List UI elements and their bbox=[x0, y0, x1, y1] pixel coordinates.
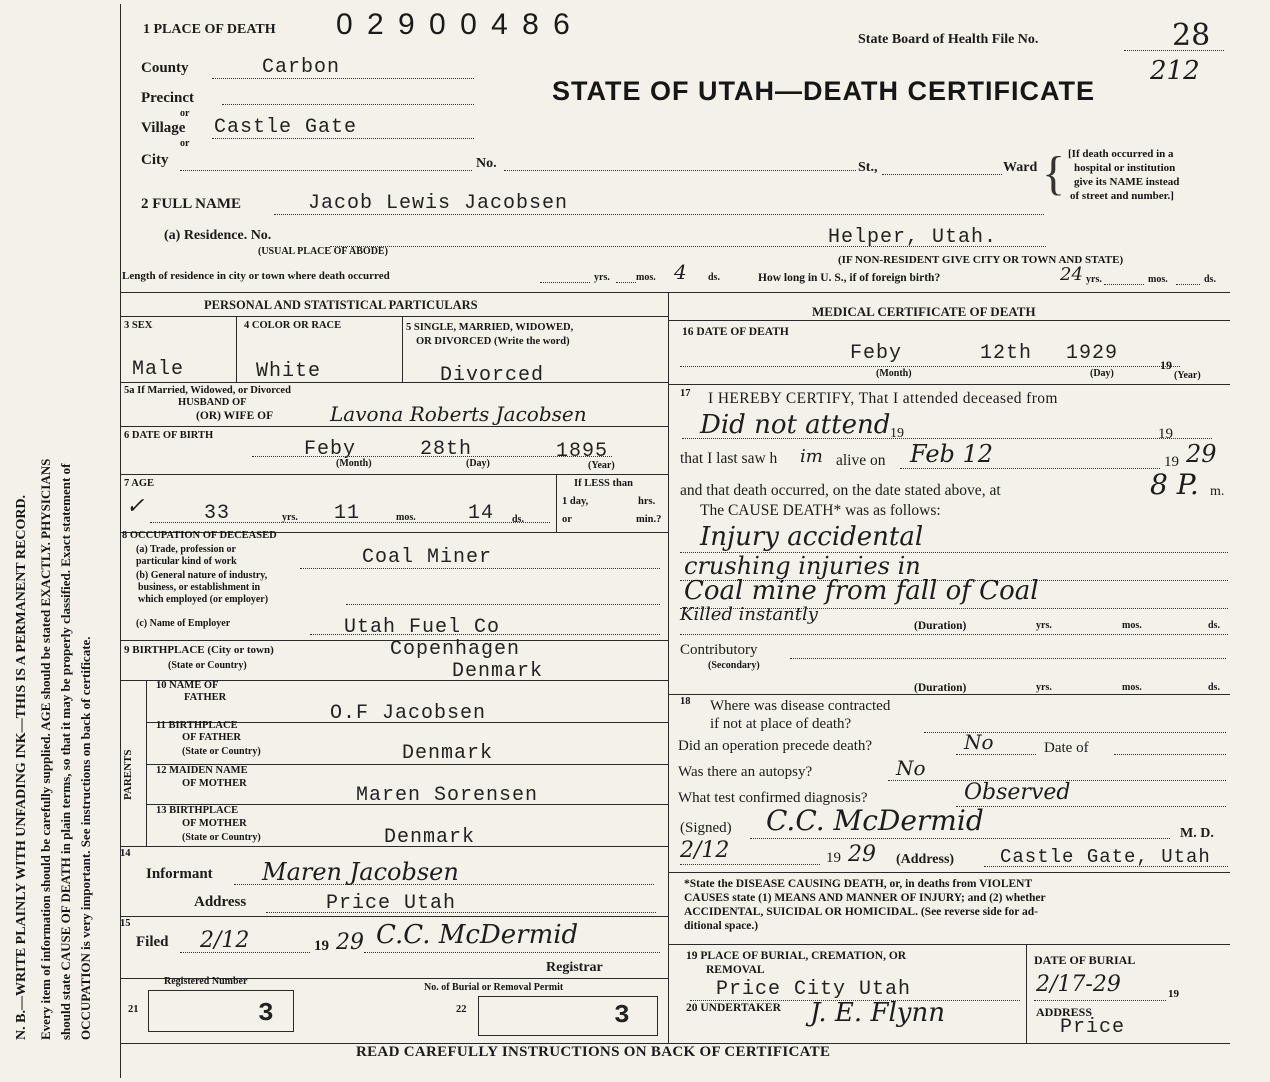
cause-line-3: Coal mine from fall of Coal bbox=[684, 576, 1039, 606]
mother-bp-label-1: 13 BIRTHPLACE bbox=[156, 805, 239, 816]
autopsy-label: Was there an autopsy? bbox=[678, 764, 813, 780]
registrar-label: Registrar bbox=[546, 960, 603, 975]
color-label: 4 COLOR OR RACE bbox=[244, 320, 342, 331]
margin-notice-2: Every item of information should be carefully supplied. AGE should be stated EXACTLY. PHYSICIANS bbox=[38, 458, 53, 1040]
father-bp-label-3: (State or Country) bbox=[182, 746, 261, 757]
file-sub-number: 212 bbox=[1150, 56, 1200, 86]
personal-heading: PERSONAL AND STATISTICAL PARTICULARS bbox=[204, 298, 478, 312]
birthplace-country: Denmark bbox=[452, 660, 544, 683]
age-days: 14 bbox=[468, 502, 495, 525]
contributory-sub: (Secondary) bbox=[708, 660, 760, 671]
no-label: No. bbox=[476, 156, 497, 171]
signed-19: 19 bbox=[826, 850, 841, 866]
cause-line-2: crushing injuries in bbox=[684, 552, 921, 580]
father-bp-value: Denmark bbox=[402, 742, 494, 765]
duration-mos-1: mos. bbox=[1122, 620, 1142, 631]
death-occurred-time: 8 P. bbox=[1150, 468, 1199, 501]
dod-day-cap: (Day) bbox=[1090, 368, 1114, 379]
death-occurred-label: and that death occurred, on the date stated above, at bbox=[680, 482, 1001, 499]
duration-ds-1: ds. bbox=[1208, 620, 1220, 631]
mother-label-1: 12 MAIDEN NAME bbox=[156, 765, 248, 776]
age-years: 33 bbox=[204, 502, 231, 525]
last-saw-him: im bbox=[800, 446, 823, 467]
to-19: 19 bbox=[1158, 426, 1173, 442]
spouse-label-2: HUSBAND OF bbox=[178, 397, 247, 408]
signed-year: 29 bbox=[848, 842, 876, 867]
father-label-2: FATHER bbox=[184, 692, 227, 703]
duration-mos-2: mos. bbox=[1122, 682, 1142, 693]
occurred-m: m. bbox=[1210, 484, 1225, 499]
duration-label-2: (Duration) bbox=[914, 682, 967, 694]
dob-label: 6 DATE OF BIRTH bbox=[124, 430, 214, 441]
occupation-value: Coal Miner bbox=[362, 546, 493, 569]
duration-label-1: (Duration) bbox=[914, 620, 967, 632]
num-22: 22 bbox=[456, 1004, 467, 1015]
last-saw-date: Feb 12 bbox=[910, 440, 994, 468]
file-number: 28 bbox=[1172, 18, 1211, 53]
dod-month: Feby bbox=[850, 342, 903, 365]
occupation-a-2: particular kind of work bbox=[136, 556, 237, 567]
sex-value: Male bbox=[132, 358, 185, 381]
filed-signature: C.C. McDermid bbox=[376, 920, 579, 950]
burial-place-value: Price City Utah bbox=[716, 978, 912, 1001]
length-yrs: yrs. bbox=[594, 272, 610, 283]
length-ds: ds. bbox=[708, 272, 720, 283]
margin-notice-1: N. B.—WRITE PLAINLY WITH UNFADING INK—THIS IS A PERMANENT RECORD. bbox=[14, 494, 29, 1040]
dod-day: 12th bbox=[980, 342, 1033, 365]
length-residence-label: Length of residence in city or town where death occurred bbox=[122, 270, 390, 282]
father-label-1: 10 NAME OF bbox=[156, 680, 219, 691]
filed-label: Filed bbox=[136, 934, 169, 950]
length-mos-value: 4 bbox=[674, 260, 687, 284]
registered-number-value: 3 bbox=[258, 998, 275, 1028]
signed-date: 2/12 bbox=[680, 838, 730, 863]
cause-line-1: Injury accidental bbox=[700, 522, 924, 552]
marital-value: Divorced bbox=[440, 364, 545, 387]
mother-bp-label-2: OF MOTHER bbox=[182, 818, 247, 829]
duration-yrs-1: yrs. bbox=[1036, 620, 1052, 631]
hospital-note-2: hospital or institution bbox=[1074, 162, 1176, 174]
nineteen-a: 19 bbox=[890, 426, 904, 441]
num-14: 14 bbox=[120, 848, 131, 859]
hospital-note-1: [If death occurred in a bbox=[1068, 148, 1174, 160]
hospital-note-3: give its NAME instead bbox=[1074, 176, 1180, 188]
age-yrs: yrs. bbox=[282, 512, 298, 523]
dob-year-cap: (Year) bbox=[588, 460, 615, 471]
duration-ds-2: ds. bbox=[1208, 682, 1220, 693]
marital-label-2: OR DIVORCED (Write the word) bbox=[416, 336, 570, 347]
parents-label: PARENTS bbox=[122, 749, 134, 800]
birthplace-label: 9 BIRTHPLACE (City or town) bbox=[124, 644, 274, 656]
spouse-label-1: 5a If Married, Widowed, or Divorced bbox=[124, 385, 291, 396]
where-contracted-label-1: Where was disease contracted bbox=[710, 698, 891, 714]
hospital-note-4: of street and number.] bbox=[1070, 190, 1174, 202]
certify-text: I HEREBY CERTIFY, That I attended deceased from bbox=[708, 390, 1058, 407]
violent-note-2: CAUSES state (1) MEANS AND MANNER OF INJURY; and (2) whether bbox=[684, 892, 1046, 904]
burial-place-label-2: REMOVAL bbox=[706, 964, 765, 976]
where-contracted-label-2: if not at place of death? bbox=[710, 716, 852, 732]
dob-year: 1895 bbox=[556, 440, 609, 463]
signed-value: C.C. McDermid bbox=[766, 804, 984, 837]
age-label: 7 AGE bbox=[124, 478, 155, 489]
filed-year-prefix: 19 bbox=[314, 938, 329, 954]
burial-date-value: 2/17-29 bbox=[1036, 972, 1121, 997]
informant-address-value: Price Utah bbox=[326, 892, 457, 915]
undertaker-value: J. E. Flynn bbox=[810, 998, 945, 1028]
footer-instructions: READ CAREFULLY INSTRUCTIONS ON BACK OF CERTIFICATE bbox=[356, 1044, 831, 1060]
registered-number-label: Registered Number bbox=[164, 976, 248, 987]
father-value: O.F Jacobsen bbox=[330, 702, 487, 725]
dod-19: 19 bbox=[1160, 358, 1172, 372]
employer-value: Utah Fuel Co bbox=[344, 616, 501, 639]
undertaker-label: 20 UNDERTAKER bbox=[686, 1002, 781, 1014]
dob-day-cap: (Day) bbox=[466, 458, 490, 469]
employer-label: (c) Name of Employer bbox=[136, 618, 231, 629]
age-mos: mos. bbox=[396, 512, 416, 523]
violent-note-1: *State the DISEASE CAUSING DEATH, or, in deaths from VIOLENT bbox=[684, 878, 1033, 890]
us-mos: mos. bbox=[1148, 274, 1168, 285]
occupation-label: 8 OCCUPATION OF DECEASED bbox=[122, 530, 277, 541]
city-label: City bbox=[141, 152, 169, 168]
place-of-death-label: 1 PLACE OF DEATH bbox=[143, 22, 276, 37]
residence-note: (IF NON-RESIDENT GIVE CITY OR TOWN AND STATE) bbox=[838, 254, 1124, 266]
last-saw-year: 29 bbox=[1186, 440, 1217, 468]
occupation-b-3: which employed (or employer) bbox=[138, 594, 269, 605]
ward-label: Ward bbox=[1003, 160, 1038, 175]
marital-label-1: 5 SINGLE, MARRIED, WIDOWED, bbox=[406, 322, 574, 333]
dob-month: Feby bbox=[304, 438, 357, 461]
num-18: 18 bbox=[680, 696, 691, 707]
violent-note-3: ACCIDENTAL, SUICIDAL OR HOMICIDAL. (See reverse side for ad- bbox=[684, 906, 1038, 918]
occupation-b-2: business, or establishment in bbox=[138, 582, 261, 593]
full-name-label: 2 FULL NAME bbox=[141, 196, 242, 212]
village-value: Castle Gate bbox=[214, 116, 358, 139]
date-of-label: Date of bbox=[1044, 740, 1089, 756]
burial-place-label-1: 19 PLACE OF BURIAL, CREMATION, OR bbox=[686, 950, 907, 962]
file-number-label: State Board of Health File No. bbox=[858, 32, 1039, 47]
burial-19: 19 bbox=[1168, 988, 1179, 1000]
color-value: White bbox=[256, 360, 322, 383]
dob-day: 28th bbox=[420, 438, 473, 461]
less-than-label: If LESS than bbox=[574, 478, 633, 489]
undertaker-address-value: Price bbox=[1060, 1016, 1126, 1039]
dod-month-cap: (Month) bbox=[876, 368, 912, 379]
dod-year: 1929 bbox=[1066, 342, 1119, 365]
birthplace-city: Copenhagen bbox=[390, 638, 521, 661]
num-15: 15 bbox=[120, 918, 131, 929]
residence-value: Helper, Utah. bbox=[828, 226, 998, 249]
dod-year-cap: (Year) bbox=[1174, 370, 1201, 381]
operation-label: Did an operation precede death? bbox=[678, 738, 873, 754]
undertaker-address-label: ADDRESS bbox=[1036, 1005, 1093, 1019]
cause-label: The CAUSE DEATH* was as follows: bbox=[700, 502, 941, 519]
signed-address-value: Castle Gate, Utah bbox=[1000, 846, 1211, 868]
county-label: County bbox=[141, 60, 189, 76]
certificate-title: STATE OF UTAH—DEATH CERTIFICATE bbox=[552, 76, 1095, 106]
test-value: Observed bbox=[964, 780, 1071, 805]
us-residence-label: How long in U. S., if of foreign birth? bbox=[758, 272, 941, 284]
mother-bp-label-3: (State or Country) bbox=[182, 832, 261, 843]
occupation-a-1: (a) Trade, profession or bbox=[136, 544, 236, 555]
md-label: M. D. bbox=[1180, 826, 1214, 841]
filed-year: 29 bbox=[336, 930, 364, 955]
less-min: min.? bbox=[636, 514, 662, 525]
sex-label: 3 SEX bbox=[124, 320, 153, 331]
us-ds: ds. bbox=[1204, 274, 1216, 285]
informant-label: Informant bbox=[146, 866, 213, 882]
num-17: 17 bbox=[680, 388, 691, 399]
county-value: Carbon bbox=[262, 56, 341, 79]
last-saw-label: that I last saw h bbox=[680, 450, 778, 467]
dob-month-cap: (Month) bbox=[336, 458, 372, 469]
less-or: or bbox=[562, 514, 572, 525]
filed-date: 2/12 bbox=[200, 928, 250, 953]
less-hrs: hrs. bbox=[638, 496, 656, 507]
signed-address-label: (Address) bbox=[896, 852, 955, 867]
informant-address-label: Address bbox=[194, 894, 247, 910]
father-bp-label-2: OF FATHER bbox=[182, 732, 242, 743]
age-months: 11 bbox=[334, 502, 361, 525]
village-label: Village bbox=[141, 120, 186, 136]
medical-heading: MEDICAL CERTIFICATE OF DEATH bbox=[812, 304, 1036, 319]
or-2: or bbox=[180, 138, 190, 149]
spouse-value: Lavona Roberts Jacobsen bbox=[330, 402, 587, 426]
alive-label: alive on bbox=[836, 452, 886, 469]
precinct-label: Precinct bbox=[141, 90, 195, 106]
burial-date-label: DATE OF BURIAL bbox=[1034, 953, 1136, 967]
burial-permit-label: No. of Burial or Removal Permit bbox=[424, 982, 564, 993]
contributory-label: Contributory bbox=[680, 642, 758, 658]
margin-notice-3: should state CAUSE OF DEATH in plain terms, so that it may be properly classified. Exact statement of bbox=[58, 463, 73, 1040]
mother-bp-value: Denmark bbox=[384, 826, 476, 849]
or-1: or bbox=[180, 108, 190, 119]
mother-label-2: OF MOTHER bbox=[182, 778, 247, 789]
us-yrs: yrs. bbox=[1086, 274, 1102, 285]
age-ds: ds. bbox=[512, 514, 524, 525]
father-bp-label-1: 11 BIRTHPLACE bbox=[156, 720, 238, 731]
margin-notice-4: OCCUPATION is very important. See instructions on back of certificate. bbox=[78, 636, 93, 1040]
autopsy-value: No bbox=[896, 756, 926, 780]
duration-yrs-2: yrs. bbox=[1036, 682, 1052, 693]
less-1-day: 1 day, bbox=[562, 496, 589, 507]
mother-value: Maren Sorensen bbox=[356, 784, 539, 807]
dod-label: 16 DATE OF DEATH bbox=[682, 326, 789, 338]
residence-sub: (USUAL PLACE OF ABODE) bbox=[258, 246, 388, 257]
occupation-b-1: (b) General nature of industry, bbox=[136, 570, 268, 581]
us-years-value: 24 bbox=[1060, 264, 1083, 285]
signed-label: (Signed) bbox=[680, 820, 732, 836]
length-mos: mos. bbox=[636, 272, 656, 283]
spouse-label-3: (OR) WIFE OF bbox=[196, 410, 274, 422]
certificate-number: 0 2 9 0 0 4 8 6 bbox=[336, 8, 573, 41]
last-saw-19: 19 bbox=[1164, 454, 1179, 470]
burial-permit-value: 3 bbox=[614, 1000, 631, 1030]
full-name-value: Jacob Lewis Jacobsen bbox=[308, 192, 569, 215]
st-label: St., bbox=[858, 160, 878, 175]
birthplace-sub: (State or Country) bbox=[168, 660, 247, 671]
operation-value: No bbox=[964, 730, 994, 754]
informant-value: Maren Jacobsen bbox=[262, 858, 459, 886]
attended-from: Did not attend bbox=[700, 410, 891, 440]
cause-line-4: Killed instantly bbox=[680, 604, 818, 625]
test-label: What test confirmed diagnosis? bbox=[678, 790, 868, 806]
residence-label: (a) Residence. No. bbox=[164, 228, 272, 243]
violent-note-4: ditional space.) bbox=[684, 920, 759, 932]
num-21: 21 bbox=[128, 1004, 139, 1015]
